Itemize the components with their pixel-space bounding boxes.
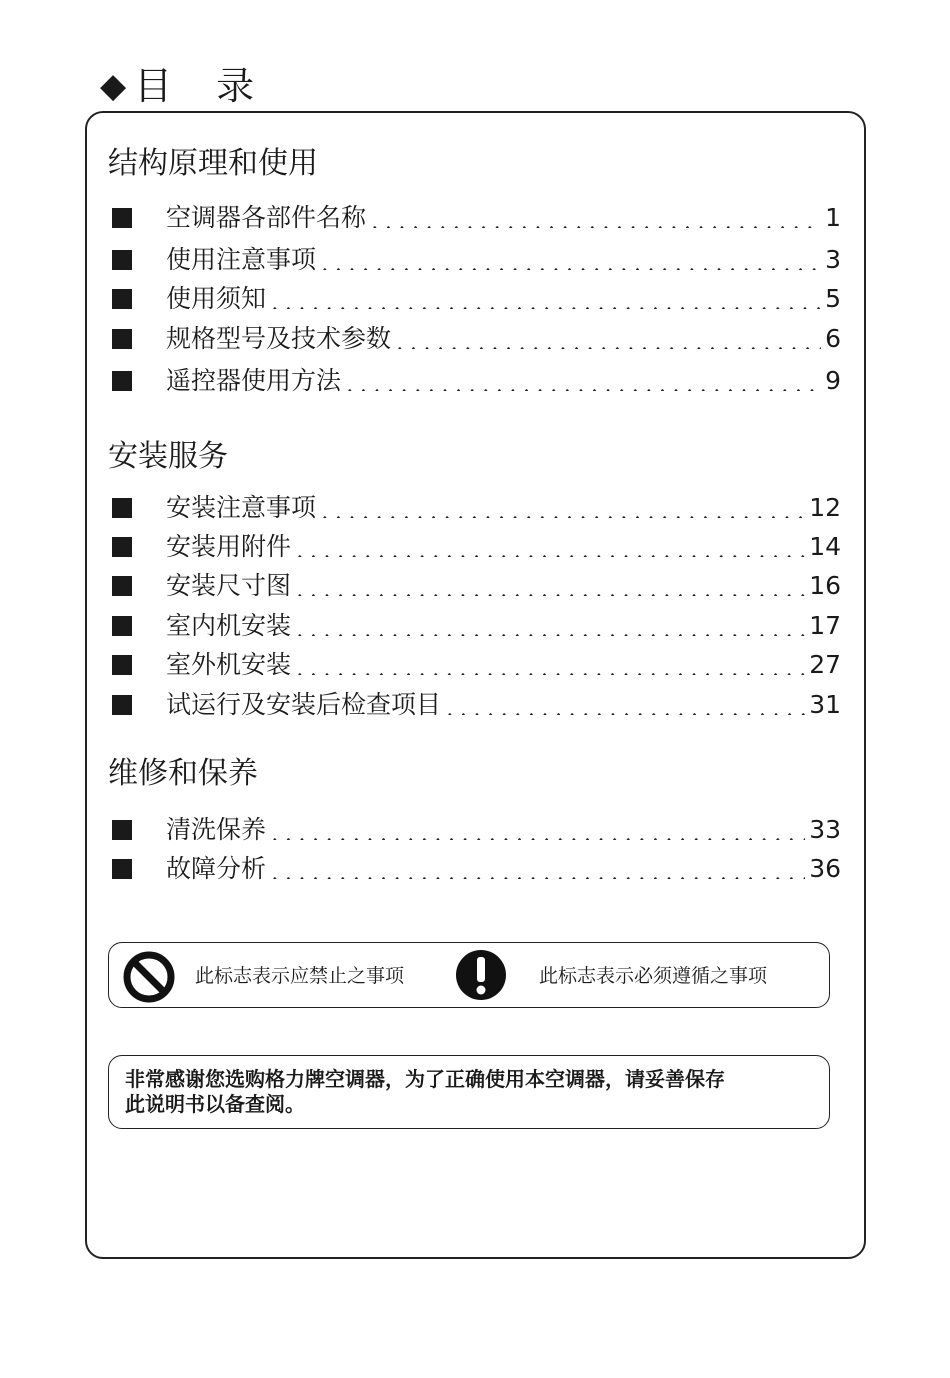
- toc-item[interactable]: [108, 364, 841, 398]
- toc-item-label: 清洗保养: [166, 815, 267, 844]
- toc-item-label: 规格型号及技术参数: [166, 324, 392, 353]
- square-bullet-icon: [112, 208, 132, 228]
- dot-leader: [318, 268, 821, 270]
- mandatory-legend-text: 此标志表示必须遵循之事项: [539, 965, 768, 987]
- toc-item[interactable]: [108, 813, 841, 847]
- dot-leader: [393, 347, 821, 349]
- prohibit-icon: [123, 951, 175, 1003]
- toc-item[interactable]: [108, 609, 841, 643]
- square-bullet-icon: [112, 250, 132, 270]
- dot-leader: [293, 634, 805, 636]
- section-heading-installation: 安装服务: [108, 439, 228, 474]
- toc-item-page: 6: [825, 324, 841, 353]
- dot-leader: [443, 713, 805, 715]
- toc-item[interactable]: [108, 648, 841, 682]
- exclamation-icon: [455, 949, 507, 1001]
- toc-item-label: 空调器各部件名称: [166, 203, 367, 232]
- toc-item-label: 使用注意事项: [166, 245, 317, 274]
- section-heading-structure: 结构原理和使用: [108, 146, 318, 181]
- toc-item[interactable]: [108, 688, 841, 722]
- toc-item-page: 16: [809, 571, 841, 600]
- toc-item-page: 36: [809, 854, 841, 883]
- toc-item[interactable]: [108, 569, 841, 603]
- toc-item-label: 安装注意事项: [166, 493, 317, 522]
- toc-item-label: 遥控器使用方法: [166, 366, 342, 395]
- dot-leader: [368, 226, 821, 228]
- toc-item[interactable]: [108, 322, 841, 356]
- thanks-line-1: 非常感谢您选购格力牌空调器，为了正确使用本空调器，请妥善保存: [125, 1067, 725, 1091]
- square-bullet-icon: [112, 695, 132, 715]
- toc-item-label: 室内机安装: [166, 611, 292, 640]
- dot-leader: [293, 594, 805, 596]
- title-part-2: 录: [216, 64, 255, 108]
- toc-item-page: 33: [809, 815, 841, 844]
- toc-item-page: 31: [809, 690, 841, 719]
- diamond-icon: ◆: [100, 66, 127, 106]
- dot-leader: [268, 877, 805, 879]
- toc-item-page: 9: [825, 366, 841, 395]
- square-bullet-icon: [112, 289, 132, 309]
- square-bullet-icon: [112, 329, 132, 349]
- toc-item-label: 故障分析: [166, 854, 267, 883]
- thanks-line-2: 此说明书以备查阅。: [125, 1092, 305, 1116]
- square-bullet-icon: [112, 498, 132, 518]
- thanks-note-box: [108, 1055, 830, 1129]
- square-bullet-icon: [112, 655, 132, 675]
- toc-item-page: 27: [809, 650, 841, 679]
- dot-leader: [268, 838, 805, 840]
- square-bullet-icon: [112, 859, 132, 879]
- toc-item[interactable]: [108, 491, 841, 525]
- toc-item-label: 使用须知: [166, 284, 267, 313]
- toc-item-page: 5: [825, 284, 841, 313]
- toc-item-page: 1: [825, 203, 841, 232]
- toc-item-page: 12: [809, 493, 841, 522]
- toc-item-page: 14: [809, 532, 841, 561]
- toc-item-label: 试运行及安装后检查项目: [166, 690, 442, 719]
- toc-item[interactable]: [108, 201, 841, 235]
- dot-leader: [293, 673, 805, 675]
- square-bullet-icon: [112, 371, 132, 391]
- square-bullet-icon: [112, 576, 132, 596]
- toc-item[interactable]: [108, 243, 841, 277]
- toc-item-page: 3: [825, 245, 841, 274]
- toc-item-page: 17: [809, 611, 841, 640]
- page-title: [100, 58, 254, 114]
- dot-leader: [318, 516, 805, 518]
- toc-item-label: 安装尺寸图: [166, 571, 292, 600]
- symbol-legend-box: [108, 942, 830, 1008]
- toc-item[interactable]: [108, 852, 841, 886]
- prohibit-legend-text: 此标志表示应禁止之事项: [195, 965, 405, 987]
- square-bullet-icon: [112, 616, 132, 636]
- dot-leader: [293, 555, 805, 557]
- toc-item-label: 安装用附件: [166, 532, 292, 561]
- toc-item[interactable]: [108, 282, 841, 316]
- title-part-1: 目: [134, 64, 173, 108]
- section-heading-maintenance: 维修和保养: [108, 756, 258, 791]
- dot-leader: [343, 389, 821, 391]
- square-bullet-icon: [112, 537, 132, 557]
- dot-leader: [268, 307, 821, 309]
- toc-item[interactable]: [108, 530, 841, 564]
- toc-item-label: 室外机安装: [166, 650, 292, 679]
- square-bullet-icon: [112, 820, 132, 840]
